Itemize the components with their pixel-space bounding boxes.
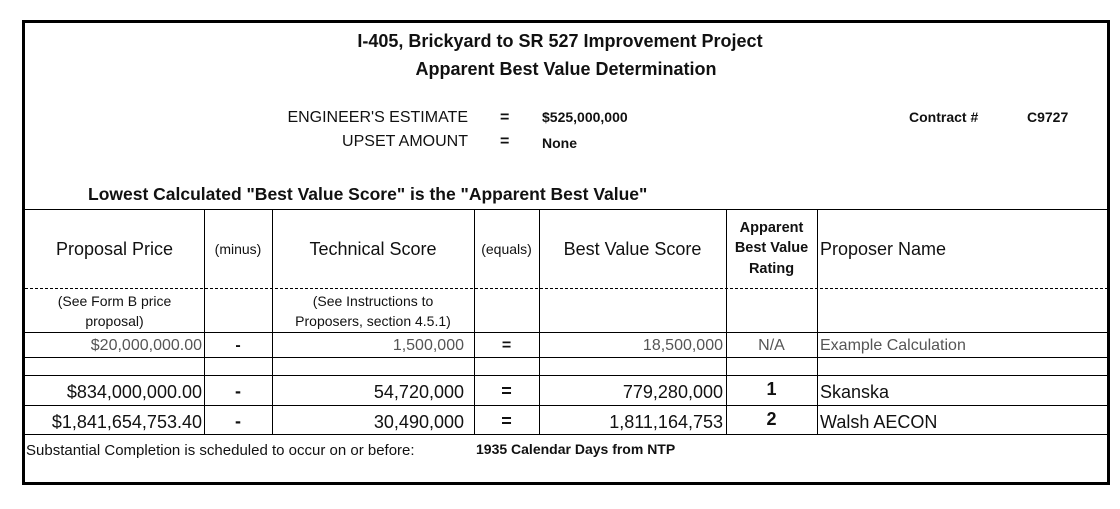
contract-label: Contract # [909,109,979,125]
col-divider-6 [817,209,818,434]
example-price: $20,000,000.00 [90,337,202,354]
header-technical-score: Technical Score [309,239,437,259]
example-equals: = [501,337,512,354]
header-proposer-name: Proposer Name [820,239,947,259]
note-price-line1: (See Form B price [57,293,172,309]
upset-amount-value: None [542,135,577,151]
note-tech-line1: (See Instructions to [312,293,434,309]
header-dashed-rule [25,288,1108,289]
engineer-estimate-value: $525,000,000 [542,109,628,125]
row1-tech: 54,720,000 [373,382,464,402]
row2-name: Walsh AECON [820,412,938,432]
table-top-rule [25,209,1108,210]
row2-tech: 30,490,000 [373,412,464,432]
row1-minus: - [235,381,241,401]
example-minus: - [235,337,241,354]
contract-number: C9727 [1027,109,1069,125]
page-title: I-405, Brickyard to SR 527 Improvement Project [357,31,763,51]
row2-equals: = [501,411,512,431]
row1-score: 779,280,000 [622,382,723,402]
example-rule-bottom [25,375,1108,376]
note-price-line2: proposal) [85,313,144,329]
row2-price: $1,841,654,753.40 [51,412,202,432]
completion-value: 1935 Calendar Days from NTP [476,441,676,457]
example-score: 18,500,000 [642,337,723,354]
upset-amount-label: UPSET AMOUNT [342,133,468,150]
table-bottom-rule [25,434,1108,435]
row2-minus: - [235,411,241,431]
header-proposal-price: Proposal Price [55,239,174,259]
best-value-banner: Lowest Calculated "Best Value Score" is the "Apparent Best Value" [88,184,648,204]
engineer-estimate-label: ENGINEER'S ESTIMATE [287,109,468,126]
row2-score: 1,811,164,753 [609,412,723,432]
upset-amount-equals: = [500,133,510,150]
header-equals: (equals) [481,241,532,257]
notes-rule [25,332,1108,333]
page-subtitle: Apparent Best Value Determination [415,59,717,79]
header-rating-line1: Apparent [739,220,804,236]
row1-rating: 1 [766,379,777,399]
header-minus: (minus) [214,241,262,257]
note-tech-line2: Proposers, section 4.5.1) [295,313,451,329]
header-rating-line2: Best Value [734,240,809,256]
completion-label: Substantial Completion is scheduled to occur on or before: [26,442,415,459]
row1-name: Skanska [820,382,890,402]
example-rule-top [25,357,1108,358]
engineer-estimate-equals: = [500,109,510,126]
header-best-value-score: Best Value Score [563,239,702,259]
row2-rating: 2 [766,409,777,429]
example-rating: N/A [758,337,785,354]
example-name: Example Calculation [820,337,966,354]
row-rule [25,405,1108,406]
row1-price: $834,000,000.00 [66,382,202,402]
row1-equals: = [501,381,512,401]
header-rating-line3: Rating [748,261,795,277]
example-tech: 1,500,000 [392,337,464,354]
